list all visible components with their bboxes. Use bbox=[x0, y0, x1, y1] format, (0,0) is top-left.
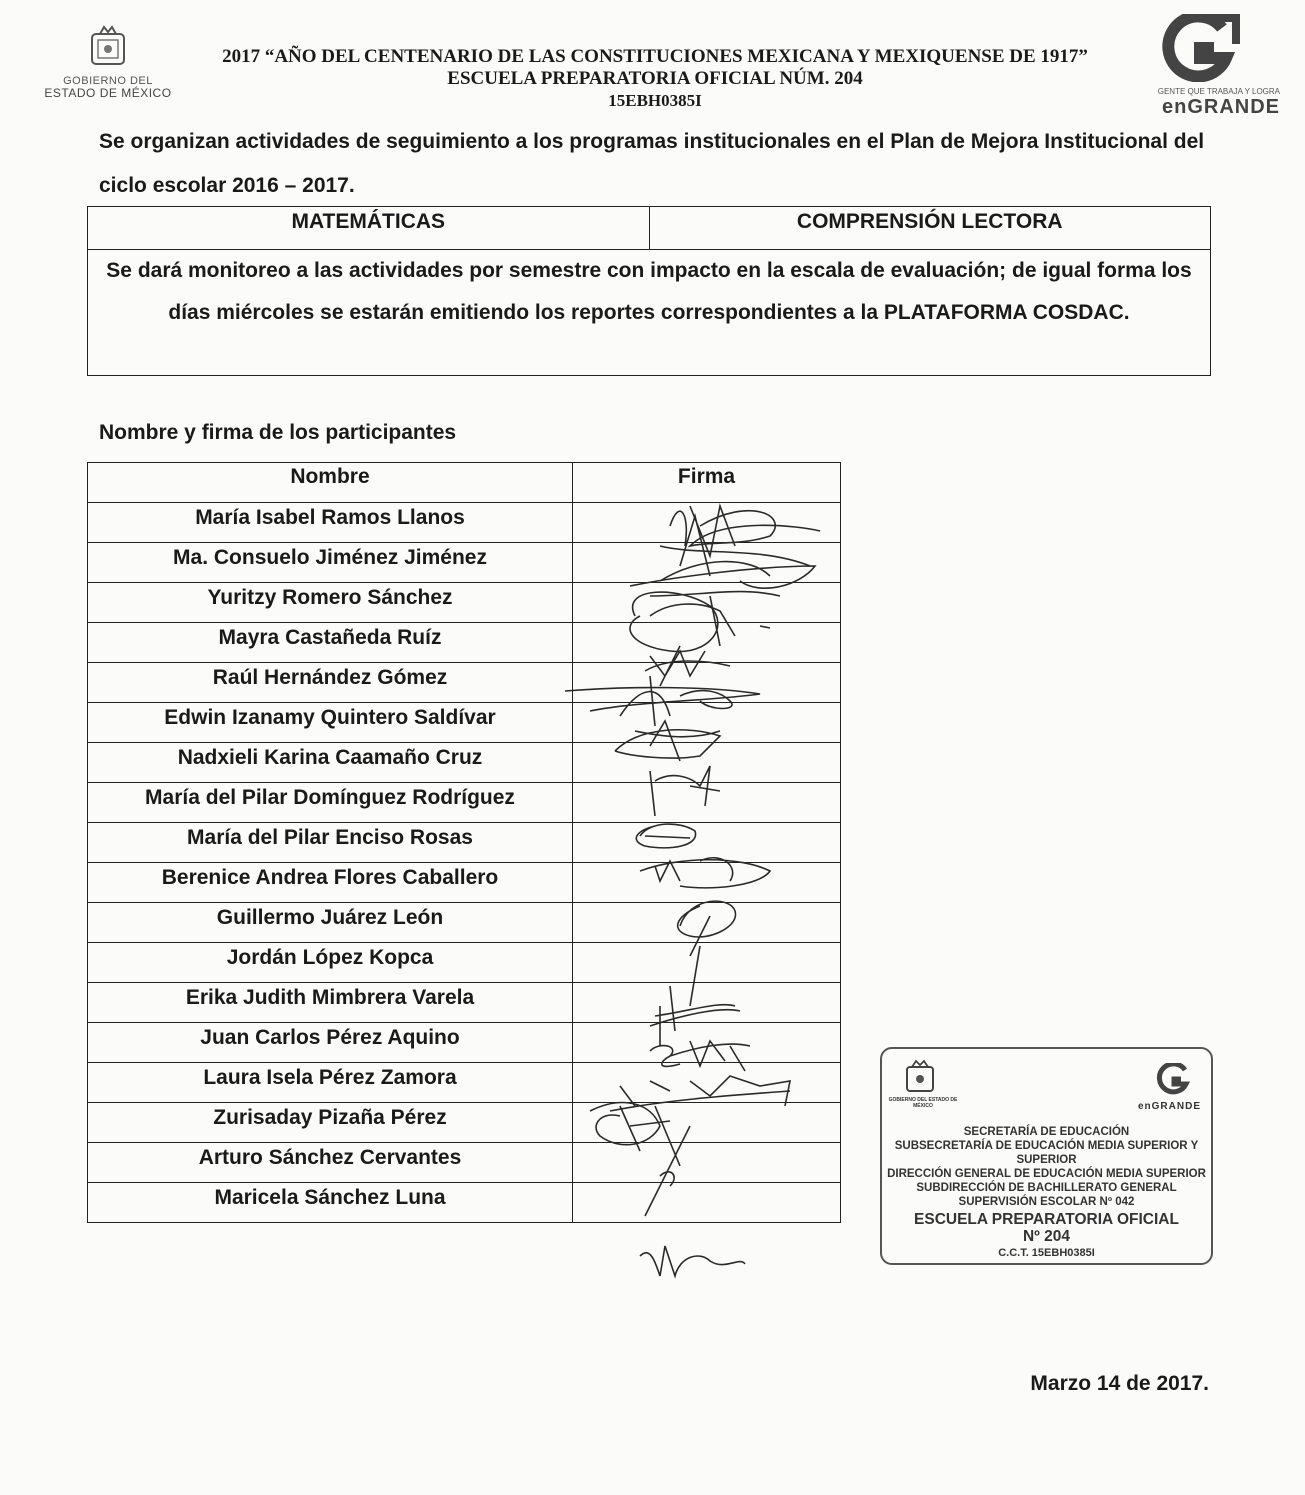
participant-signature-cell bbox=[573, 783, 841, 823]
table-row bbox=[88, 903, 841, 943]
table-row bbox=[88, 1143, 841, 1183]
brand-tagline: GENTE QUE TRABAJA Y LOGRA bbox=[1157, 87, 1280, 96]
participant-signature-cell bbox=[573, 703, 841, 743]
gov-logo-line2: ESTADO DE MÉXICO bbox=[44, 86, 172, 100]
state-crest-icon bbox=[85, 24, 131, 70]
participant-name: Erika Judith Mimbrera Varela bbox=[88, 983, 573, 1023]
subjects-description: Se dará monitoreo a las actividades por semestre con impacto en la escala de evaluación; de igual forma los días miércoles se estarán emitiendo los reportes correspondientes a la PLATAFORMA COSDAC. bbox=[106, 259, 1192, 324]
stamp-school-line2: Nº 204 bbox=[1022, 1228, 1071, 1245]
participant-signature-cell bbox=[573, 503, 841, 543]
table-row bbox=[88, 543, 841, 583]
stamp-line: SECRETARÍA DE EDUCACIÓN bbox=[963, 1126, 1130, 1138]
participant-signature-cell bbox=[573, 743, 841, 783]
stamp-gov-label: GOBIERNO DEL ESTADO DE MÉXICO bbox=[888, 1097, 958, 1109]
participant-signature-cell bbox=[573, 1103, 841, 1143]
table-row bbox=[88, 623, 841, 663]
table-row bbox=[88, 823, 841, 863]
column-header-firma: Firma bbox=[573, 463, 841, 503]
table-row bbox=[88, 943, 841, 983]
stamp-line: SUPERVISIÓN ESCOLAR Nº 042 bbox=[958, 1196, 1135, 1208]
participant-name: Yuritzy Romero Sánchez bbox=[88, 583, 573, 623]
table-row bbox=[88, 1063, 841, 1103]
stamp-wordmark: enGRANDE bbox=[1137, 1101, 1201, 1112]
stamp-school bbox=[882, 1211, 1211, 1245]
participant-name: Guillermo Juárez León bbox=[88, 903, 573, 943]
participant-name: María del Pilar Domínguez Rodríguez bbox=[88, 783, 573, 823]
official-stamp bbox=[880, 1047, 1213, 1265]
gov-logo-line1: GOBIERNO DEL bbox=[63, 75, 153, 87]
stamp-line: DIRECCIÓN GENERAL DE EDUCACIÓN MEDIA SUPERIOR bbox=[887, 1168, 1206, 1180]
table-row bbox=[88, 743, 841, 783]
stamp-cct: C.C.T. 15EBH0385I bbox=[998, 1247, 1095, 1259]
table-row bbox=[88, 583, 841, 623]
participant-name: Zurisaday Pizaña Pérez bbox=[88, 1103, 573, 1143]
table-row bbox=[88, 1023, 841, 1063]
participant-signature-cell bbox=[573, 863, 841, 903]
table-header-row bbox=[88, 463, 841, 503]
participant-signature-cell bbox=[573, 1023, 841, 1063]
participant-name: Maricela Sánchez Luna bbox=[88, 1183, 573, 1223]
subjects-box bbox=[87, 206, 1211, 376]
participants-label: Nombre y firma de los participantes bbox=[99, 421, 457, 444]
participant-signature-cell bbox=[573, 943, 841, 983]
participant-signature-cell bbox=[573, 983, 841, 1023]
table-row bbox=[88, 783, 841, 823]
participant-signature-cell bbox=[573, 1183, 841, 1223]
stamp-g-icon bbox=[1153, 1063, 1193, 1095]
header-title: 2017 “AÑO DEL CENTENARIO DE LAS CONSTITUCIONES MEXICANA Y MEXIQUENSE DE 1917” bbox=[222, 46, 1088, 67]
table-row bbox=[88, 863, 841, 903]
stamp-line: SUBSECRETARÍA DE EDUCACIÓN MEDIA SUPERIOR Y SUPERIOR bbox=[894, 1140, 1199, 1166]
table-row bbox=[88, 503, 841, 543]
column-header-nombre: Nombre bbox=[88, 463, 573, 503]
table-row bbox=[88, 663, 841, 703]
signature-17 bbox=[640, 1246, 745, 1276]
participant-name: Laura Isela Pérez Zamora bbox=[88, 1063, 573, 1103]
subjects-header-row bbox=[88, 207, 1210, 250]
subject-comprension-lectora: COMPRENSIÓN LECTORA bbox=[649, 207, 1211, 249]
participant-name: Juan Carlos Pérez Aquino bbox=[88, 1023, 573, 1063]
participant-name: Ma. Consuelo Jiménez Jiménez bbox=[88, 543, 573, 583]
participant-name: Arturo Sánchez Cervantes bbox=[88, 1143, 573, 1183]
brand-wordmark: enGRANDE bbox=[1161, 96, 1280, 118]
participant-signature-cell bbox=[573, 543, 841, 583]
stamp-line: SUBDIRECCIÓN DE BACHILLERATO GENERAL bbox=[916, 1182, 1177, 1194]
table-row bbox=[88, 1183, 841, 1223]
subject-matematicas: MATEMÁTICAS bbox=[291, 210, 446, 233]
document-header bbox=[140, 46, 1170, 112]
stamp-lines bbox=[882, 1125, 1211, 1209]
participant-signature-cell bbox=[573, 1063, 841, 1103]
table-row bbox=[88, 703, 841, 743]
intro-paragraph: Se organizan actividades de seguimiento a los programas institucionales en el Plan de Mejora Institucional del ciclo escolar 2016 – 2017. bbox=[99, 130, 1205, 197]
participant-name: María Isabel Ramos Llanos bbox=[88, 503, 573, 543]
participant-name: Mayra Castañeda Ruíz bbox=[88, 623, 573, 663]
participant-name: Jordán López Kopca bbox=[88, 943, 573, 983]
participant-signature-cell bbox=[573, 583, 841, 623]
participant-signature-cell bbox=[573, 1143, 841, 1183]
header-code: 15EBH0385I bbox=[608, 91, 702, 110]
participant-signature-cell bbox=[573, 663, 841, 703]
table-row bbox=[88, 983, 841, 1023]
participant-name: Raúl Hernández Gómez bbox=[88, 663, 573, 703]
participant-name: Berenice Andrea Flores Caballero bbox=[88, 863, 573, 903]
participant-signature-cell bbox=[573, 623, 841, 663]
participant-name: María del Pilar Enciso Rosas bbox=[88, 823, 573, 863]
engrande-logo bbox=[1110, 14, 1280, 117]
document-date: Marzo 14 de 2017. bbox=[1030, 1372, 1209, 1395]
participant-signature-cell bbox=[573, 903, 841, 943]
participant-signature-cell bbox=[573, 823, 841, 863]
participant-name: Edwin Izanamy Quintero Saldívar bbox=[88, 703, 573, 743]
engrande-g-icon bbox=[1156, 14, 1240, 82]
table-row bbox=[88, 1103, 841, 1143]
header-school: ESCUELA PREPARATORIA OFICIAL NÚM. 204 bbox=[447, 68, 863, 89]
participant-name: Nadxieli Karina Caamaño Cruz bbox=[88, 743, 573, 783]
participants-table bbox=[87, 462, 841, 1223]
stamp-school-line1: ESCUELA PREPARATORIA OFICIAL bbox=[914, 1211, 1179, 1228]
stamp-crest-icon bbox=[902, 1059, 938, 1095]
